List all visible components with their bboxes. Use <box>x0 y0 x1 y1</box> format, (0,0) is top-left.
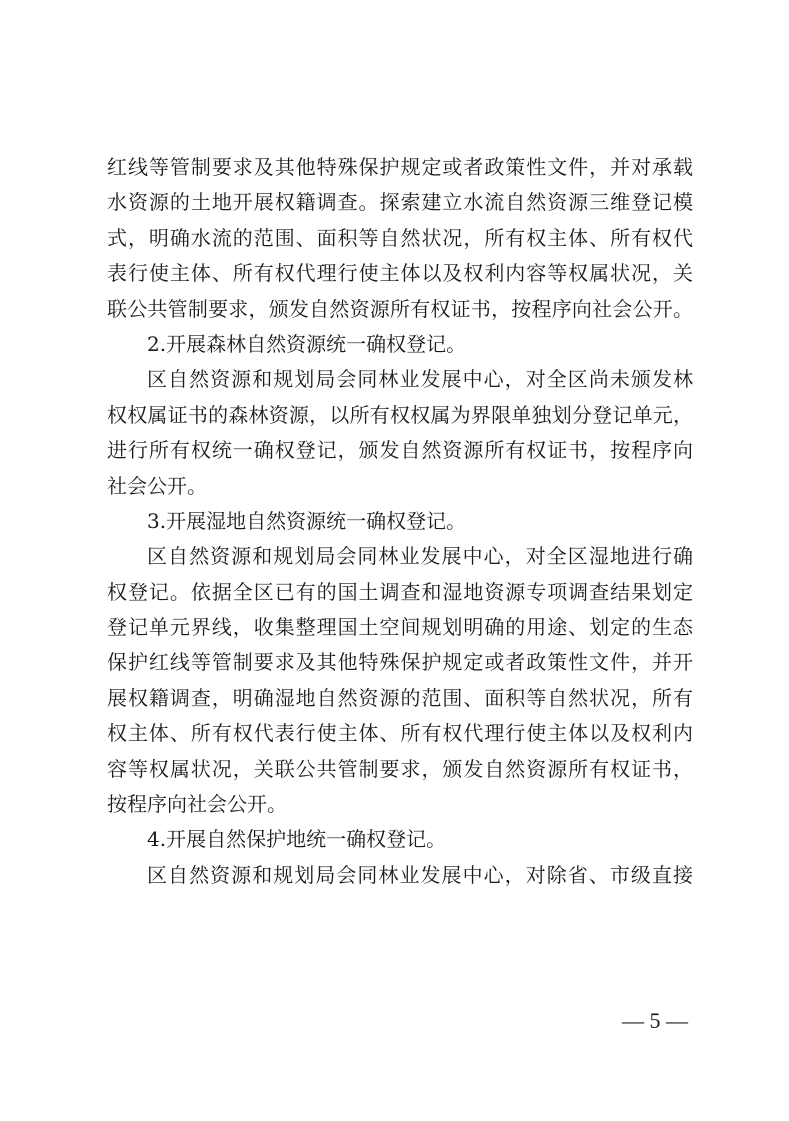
text-line: 展权籍调查，明确湿地自然资源的范围、面积等自然状况，所有 <box>107 685 693 710</box>
text-line: 按程序向社会公开。 <box>107 792 287 817</box>
text-line: 表行使主体、所有权代理行使主体以及权利内容等权属状况，关 <box>107 261 693 286</box>
text-line: 区自然资源和规划局会同林业发展中心，对全区尚未颁发林 <box>147 367 693 392</box>
body-text <box>107 150 693 893</box>
text-line: 权登记。依据全区已有的国土调查和湿地资源专项调查结果划定 <box>107 579 693 604</box>
text-line: 区自然资源和规划局会同林业发展中心，对除省、市级直接 <box>147 862 693 887</box>
section-heading: 2.开展森林自然资源统一确权登记。 <box>147 331 467 356</box>
text-line: 权权属证书的森林资源，以所有权权属为界限单独划分登记单元， <box>107 402 693 427</box>
text-line: 容等权属状况，关联公共管制要求，颁发自然资源所有权证书， <box>107 756 693 781</box>
text-line: 进行所有权统一确权登记，颁发自然资源所有权证书，按程序向 <box>107 438 693 463</box>
section-heading: 3.开展湿地自然资源统一确权登记。 <box>147 508 467 533</box>
text-line: 权主体、所有权代表行使主体、所有权代理行使主体以及权利内 <box>107 721 693 746</box>
text-line: 式，明确水流的范围、面积等自然状况，所有权主体、所有权代 <box>107 225 693 250</box>
text-line: 登记单元界线，收集整理国土空间规划明确的用途、划定的生态 <box>107 615 693 640</box>
text-line: 红线等管制要求及其他特殊保护规定或者政策性文件，并对承载 <box>107 155 693 179</box>
page-number: — 5 — <box>622 1008 688 1033</box>
text-line: 社会公开。 <box>107 473 207 498</box>
text-line: 水资源的土地开展权籍调查。探索建立水流自然资源三维登记模 <box>107 190 693 215</box>
text-line: 保护红线等管制要求及其他特殊保护规定或者政策性文件，并开 <box>107 650 693 675</box>
section-heading: 4.开展自然保护地统一确权登记。 <box>147 827 447 852</box>
text-line: 联公共管制要求，颁发自然资源所有权证书，按程序向社会公开。 <box>107 296 693 321</box>
text-line: 区自然资源和规划局会同林业发展中心，对全区湿地进行确 <box>147 544 693 569</box>
